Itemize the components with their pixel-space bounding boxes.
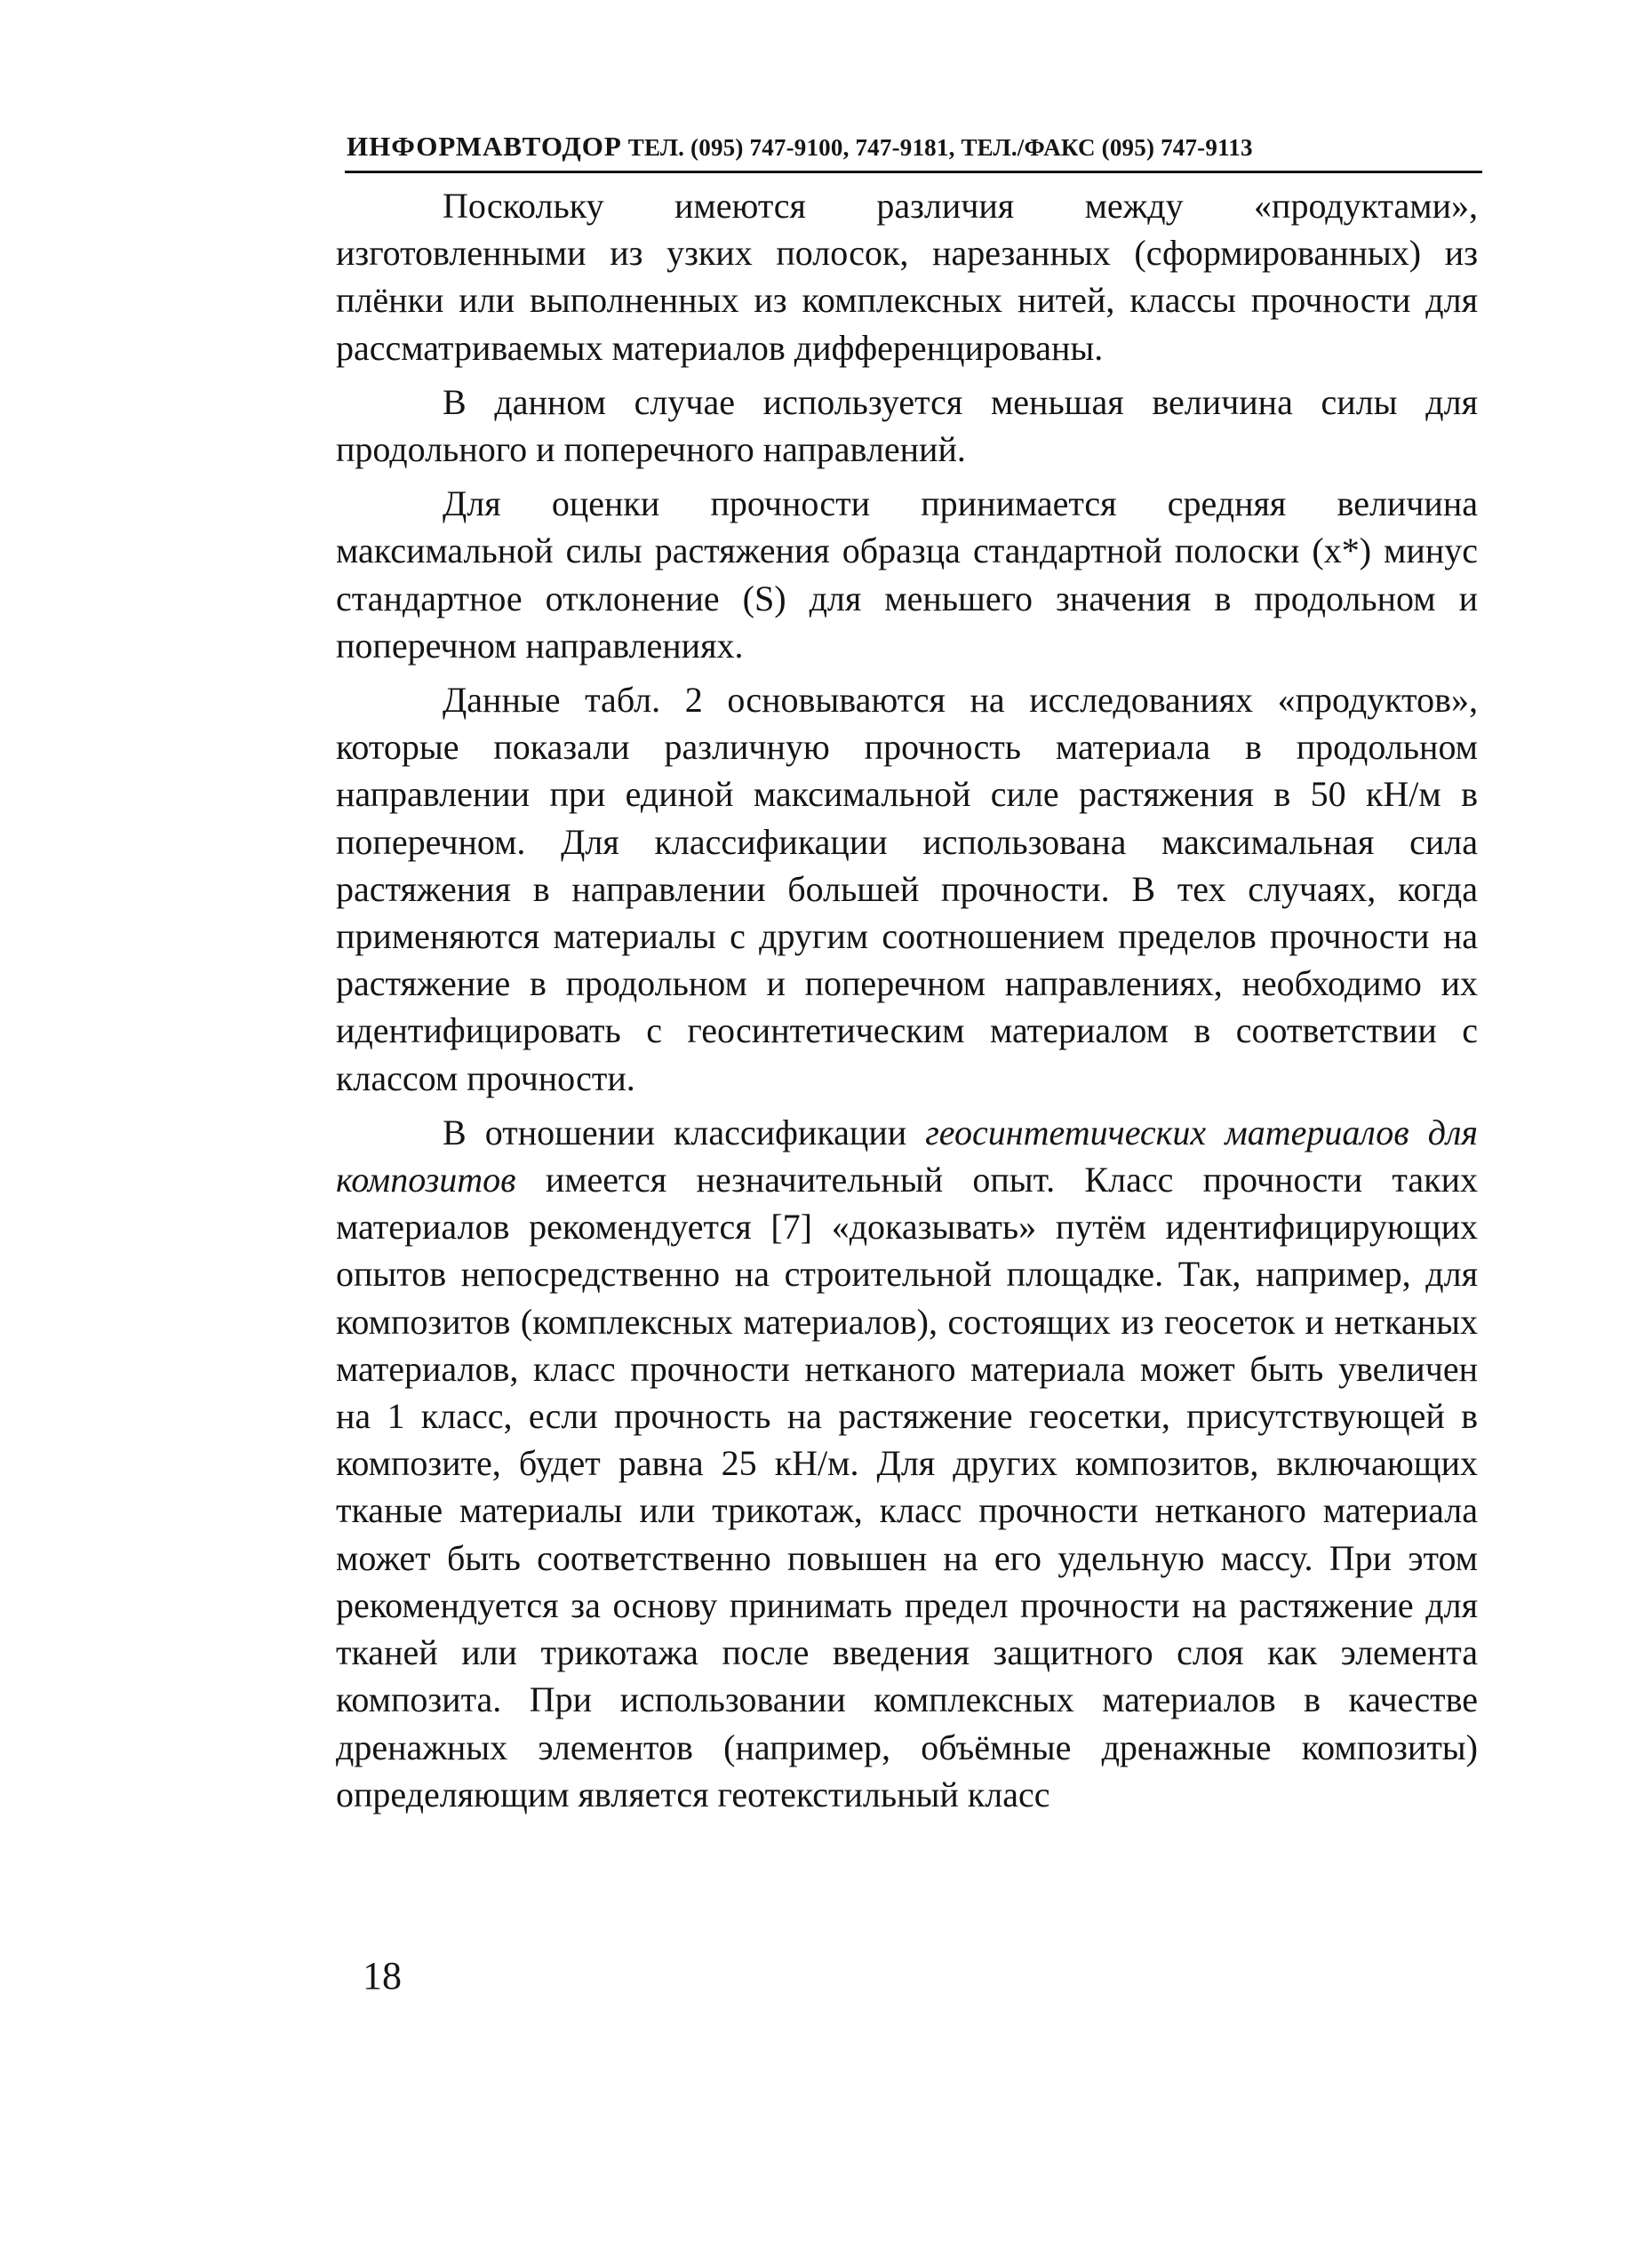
header-rule [345,171,1482,173]
paragraph: Для оценки прочности принимается средняя величина максимальной силы растяжения образца стандартной полоски (x*) минус стандартное отклонение (S) для меньшего значения в продольном и поперечном направлениях. [336,483,1478,666]
paragraph [336,1109,1478,1818]
paragraph: В данном случае используется меньшая величина силы для продольного и поперечного направлений. [336,381,1478,470]
running-header [347,132,1480,163]
publisher-name: ИНФОРМАВТОДОР [347,131,622,162]
paragraph: Данные табл. 2 основываются на исследованиях «продуктов», которые показали различную прочность материала в продольном направлении при единой максимальной силе растяжения в 50 кН/м в поперечном. Для классификации использована максимальная сила растяжения в направлении большей прочности. В тех случаях, когда применяются материалы с другим соотношением пределов прочности на растяжение в продольном и поперечном направлениях, необходимо их идентифицировать с геосинтетическим материалом в соответствии с классом прочности. [336,680,1478,1098]
paragraph: Поскольку имеются различия между «продуктами», изготовленными из узких полосок, нарезанных (сформированных) из плёнки или выполненных из комплексных нитей, классы прочности для рассматриваемых материалов дифференцированы. [336,186,1478,368]
page-number: 18 [363,1954,402,1998]
paragraph-lead: В отношении классификации [443,1112,926,1152]
publisher-contacts: ТЕЛ. (095) 747-9100, 747-9181, ТЕЛ./ФАКС (095) 747-9113 [627,134,1253,161]
body-text [336,182,1478,1825]
paragraph-emphasis: геосинтетических материалов для композитов [336,1112,1478,1200]
paragraph-rest: имеется незначительный опыт. Класс прочности таких материалов рекомендуется [7] «доказывать» путём идентифицирующих опытов непосредственно на строительной площадке. Так, например, для композитов (комплексных материалов), состоящих из геосеток и нетканых материалов, класс прочности нетканого материала может быть увеличен на 1 класс, если прочность на растяжение геосетки, присутствующей в композите, будет равна 25 кН/м. Для других композитов, включающих тканые материалы или трикотаж, класс прочности нетканого материала может быть соответственно повышен на его удельную массу. При этом рекомендуется за основу принимать предел прочности на растяжение для тканей или трикотажа после введения защитного слоя как элемента композита. При использовании комплексных материалов в качестве дренажных элементов (например, объёмные дренажные композиты) определяющим является геотекстильный класс [336,1160,1478,1814]
